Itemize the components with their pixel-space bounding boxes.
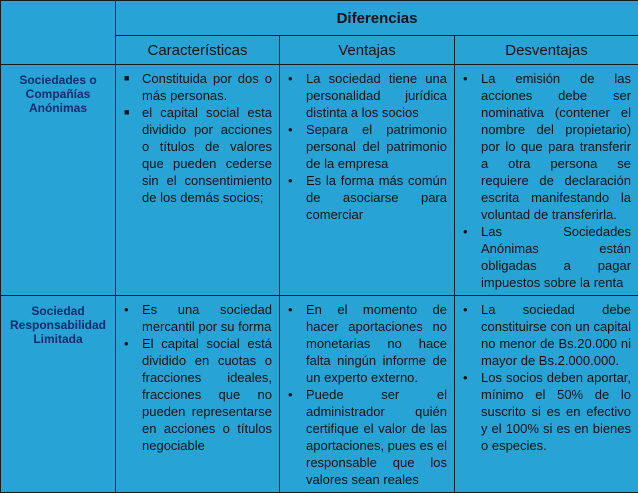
list-item: • Las Sociedades Anónimas están obligadas a pagar impuestos sobre la renta (462, 223, 631, 291)
list-item: • Los socios deben aportar, mínimo el 50% de lo suscrito si es en efectivo y el 100% si es en bienes o especies. (462, 369, 631, 454)
list-item: ■ el capital social esta dividido por acciones o títulos de valores que pueden cederse sin el consentimiento de los demás socios; (123, 104, 272, 206)
list-item: • En el momento de hacer aportaciones no monetarias no hace falta ningún informe de un experto externo. (287, 301, 447, 386)
bullet-icon: • (124, 301, 138, 318)
corner-cell (1, 1, 116, 65)
bullet-list (287, 301, 447, 488)
bullet-icon: • (463, 70, 477, 87)
list-item: • Separa el patrimonio personal del patrimonio de la empresa (287, 121, 447, 172)
list-item: • Puede ser el administrador quién certifique el valor de las aportaciones, pues es el responsable que los valores sean reales (287, 386, 447, 488)
cell-caracteristicas (116, 65, 280, 296)
bullet-icon: • (288, 386, 302, 403)
list-item: • Es una sociedad mercantil por su forma (123, 301, 272, 335)
column-header-ventajas: Ventajas (280, 36, 455, 65)
bullet-list (462, 70, 631, 291)
list-item: • La sociedad tiene una personalidad jurídica distinta a los socios (287, 70, 447, 121)
bullet-icon: • (288, 301, 302, 318)
bullet-icon: • (124, 335, 138, 352)
table-row (1, 296, 638, 493)
bullet-icon: • (463, 223, 477, 240)
column-header-caracteristicas: Características (116, 36, 280, 65)
bullet-list (462, 301, 631, 454)
bullet-icon: • (288, 121, 302, 138)
column-header-desventajas: Desventajas (455, 36, 638, 65)
square-bullet-icon: ■ (124, 70, 138, 87)
row-label-sociedad-responsabilidad-limitada: Sociedad Responsabilidad Limitada (1, 296, 116, 493)
bullet-icon: • (463, 369, 477, 386)
square-bullet-icon: ■ (124, 104, 138, 121)
table-row (1, 65, 638, 296)
bullet-list (287, 70, 447, 223)
bullet-list (123, 301, 272, 454)
cell-desventajas (455, 65, 638, 296)
cell-desventajas (455, 296, 638, 493)
cell-ventajas (280, 296, 455, 493)
list-item: • La emisión de las acciones debe ser nominativa (contener el nombre del propietario) por lo que para transferir a otra persona se requiere de declaración escrita manifestando la voluntad de transferirla. (462, 70, 631, 223)
list-item: • Es la forma más común de asociarse para comerciar (287, 172, 447, 223)
cell-ventajas (280, 65, 455, 296)
bullet-icon: • (288, 172, 302, 189)
list-item: • La sociedad debe constituirse con un capital no menor de Bs.20.000 ni mayor de Bs.2.000.000. (462, 301, 631, 369)
list-item: • El capital social está dividido en cuotas o fracciones ideales, fracciones que no pueden representarse en acciones o títulos negociable (123, 335, 272, 454)
bullet-icon: • (463, 301, 477, 318)
bullet-list (123, 70, 272, 206)
list-item: ■ Constituida por dos o más personas. (123, 70, 272, 104)
title-row (1, 1, 638, 36)
table-title: Diferencias (116, 1, 638, 36)
bullet-icon: • (288, 70, 302, 87)
row-label-sociedades-anonimas: Sociedades o Compañías Anónimas (1, 65, 116, 296)
cell-caracteristicas (116, 296, 280, 493)
